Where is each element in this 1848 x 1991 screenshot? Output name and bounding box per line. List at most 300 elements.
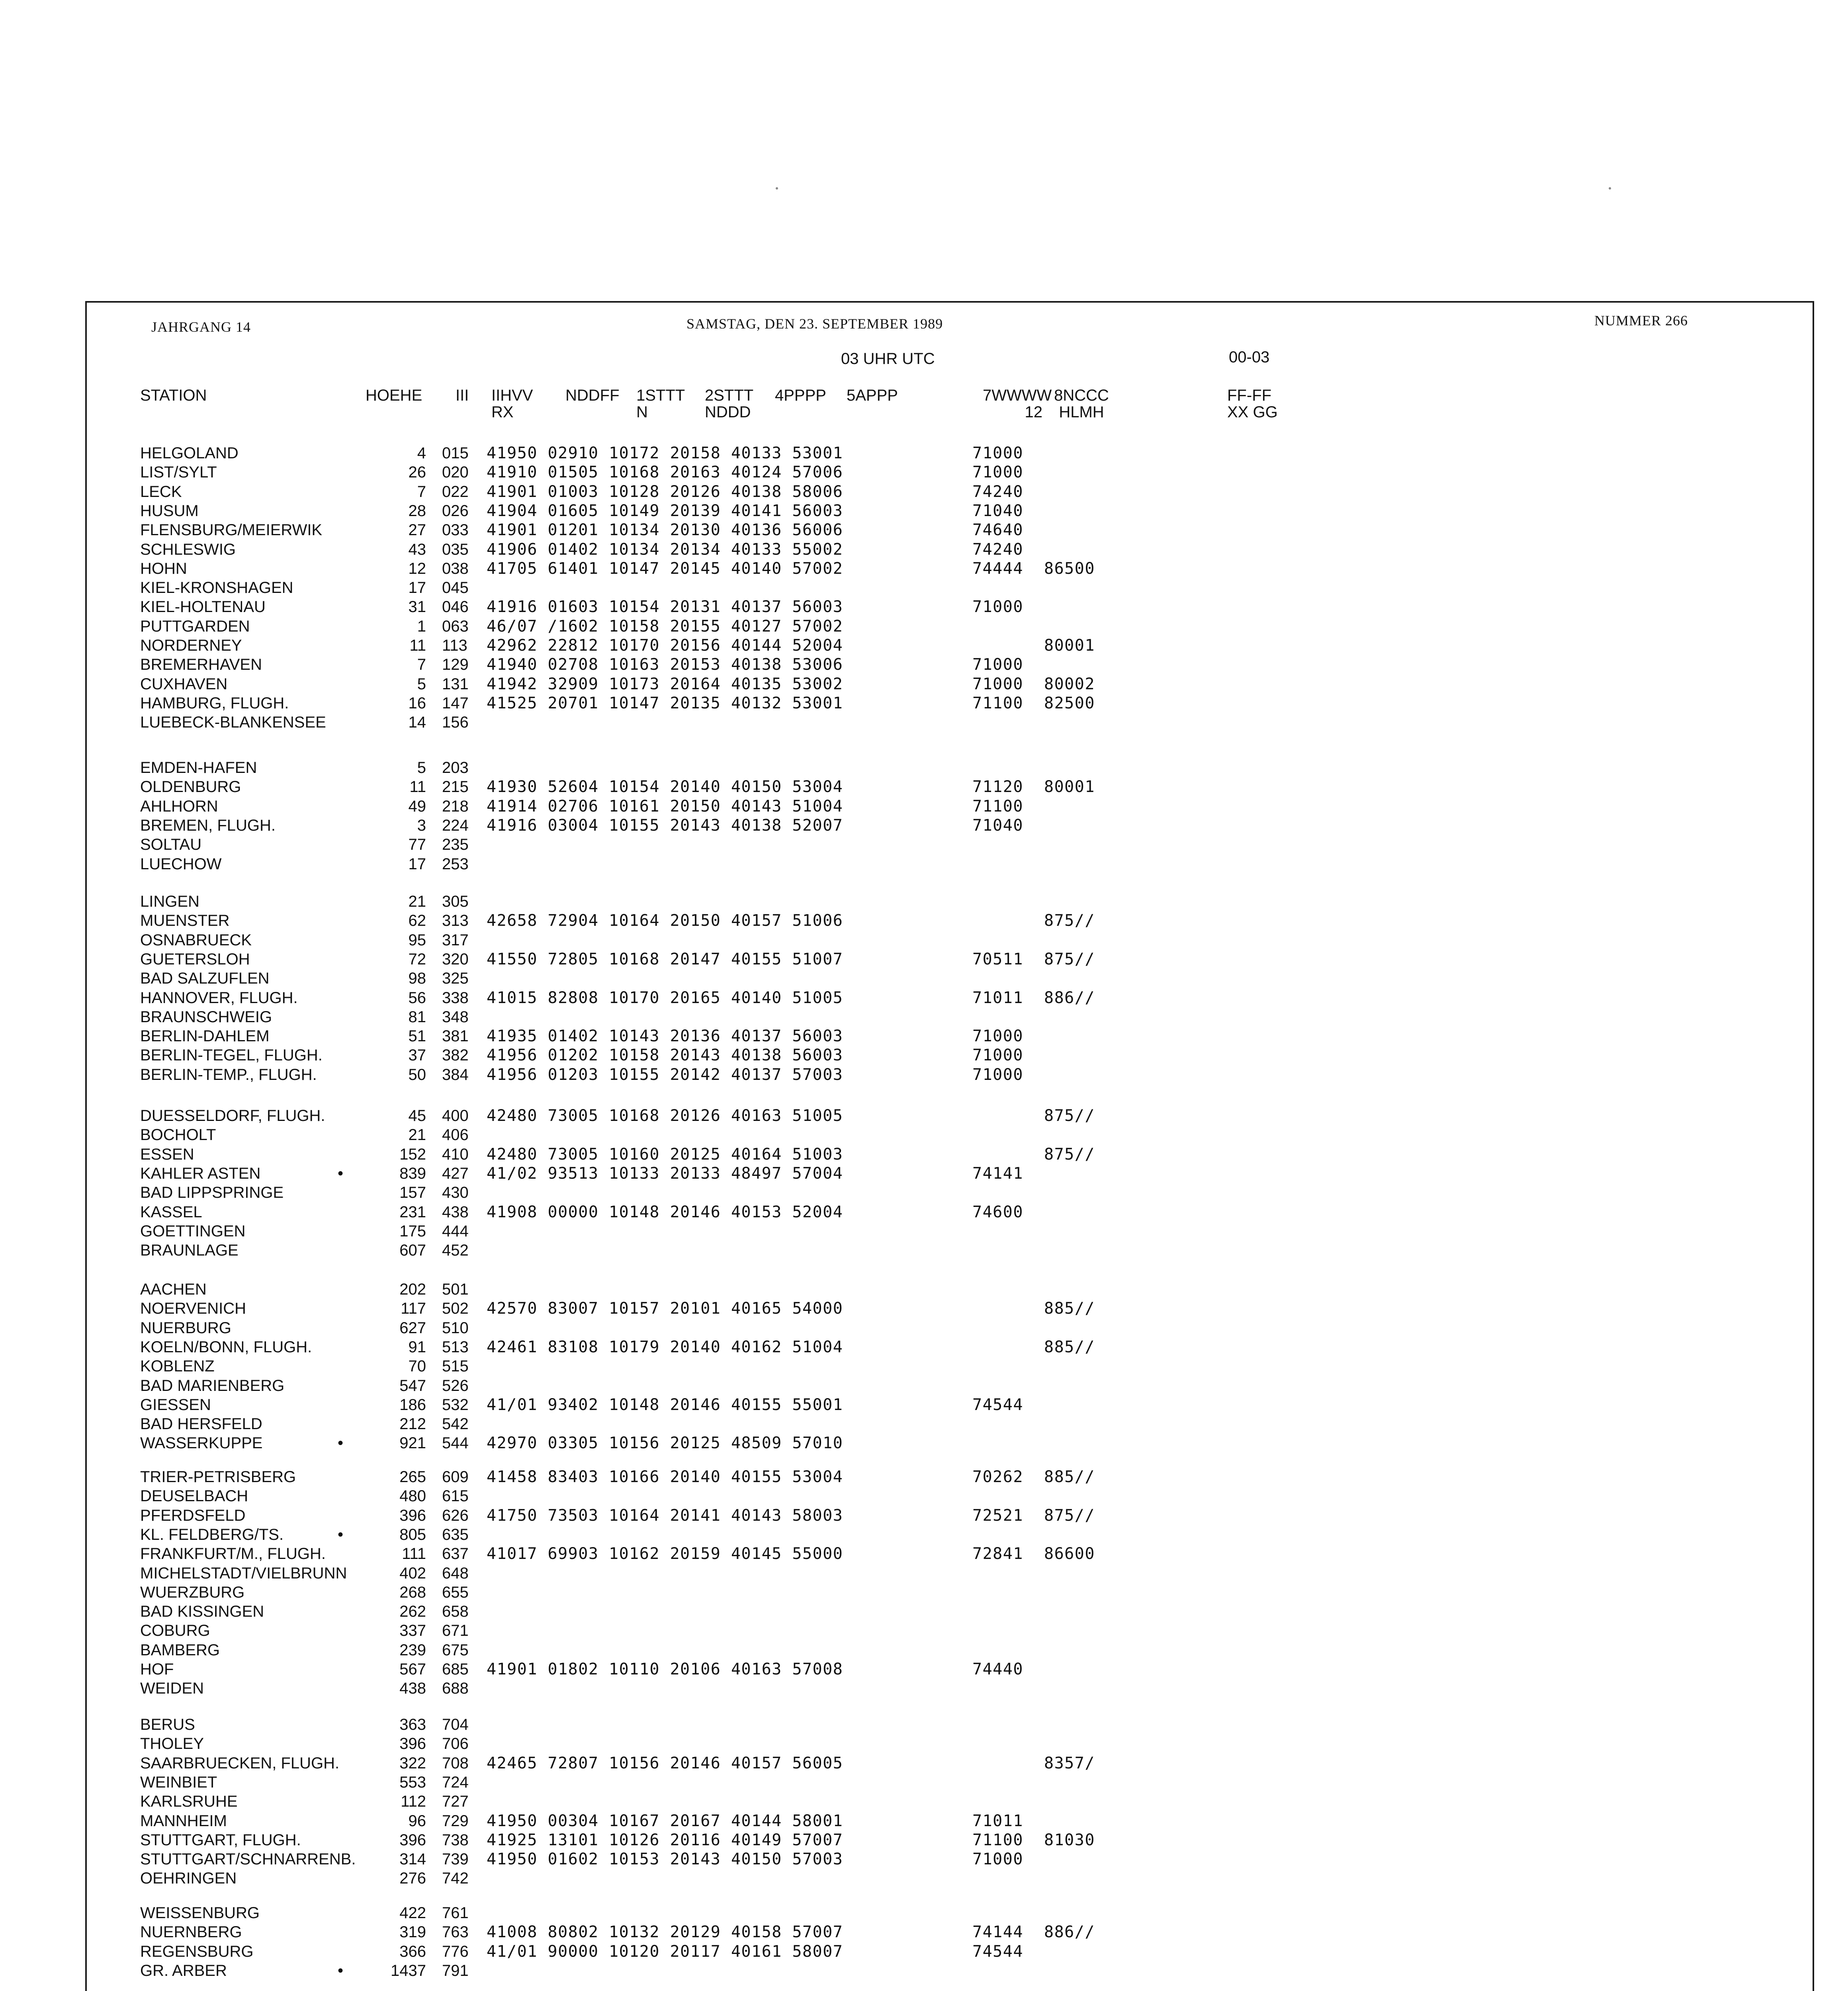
station-name: DEUSELBACH [140, 1487, 248, 1505]
station-height: 1 [417, 618, 426, 635]
group-7wwww: 71000 [972, 444, 1023, 462]
station-name: HOHN [140, 560, 187, 577]
station-index: 510 [442, 1319, 469, 1337]
station-height: 480 [399, 1487, 426, 1505]
group-7wwww: 71000 [972, 1850, 1023, 1868]
group-7wwww: 74144 [972, 1923, 1023, 1941]
station-index: 763 [442, 1923, 469, 1941]
station-index: 317 [442, 931, 469, 949]
station-height: 396 [399, 1735, 426, 1752]
station-height: 396 [399, 1507, 426, 1524]
station-height: 81 [408, 1008, 426, 1026]
mountain-station-marker: • [338, 1526, 344, 1543]
station-index: 313 [442, 912, 469, 929]
synop-groups: 41930 52604 10154 20140 40150 53004 [487, 778, 843, 796]
station-height: 212 [399, 1415, 426, 1433]
group-8nccc: 875// [1044, 1506, 1095, 1525]
scan-speck [776, 187, 778, 190]
station-name: BAD SALZUFLEN [140, 970, 270, 987]
station-index: 147 [442, 694, 469, 712]
station-index: 615 [442, 1487, 469, 1505]
group-7wwww: 71100 [972, 694, 1023, 712]
station-height: 366 [399, 1943, 426, 1960]
station-index: 224 [442, 817, 469, 834]
station-index: 526 [442, 1377, 469, 1394]
station-index: 658 [442, 1603, 469, 1620]
station-height: 56 [408, 989, 426, 1007]
group-7wwww: 74544 [972, 1396, 1023, 1414]
station-name: KARLSRUHE [140, 1793, 238, 1810]
station-name: REGENSBURG [140, 1943, 254, 1960]
station-name: LECK [140, 483, 182, 501]
station-name: COBURG [140, 1622, 210, 1639]
group-8nccc: 886// [1044, 1923, 1095, 1941]
group-8nccc: 80001 [1044, 636, 1095, 655]
station-index: 648 [442, 1565, 469, 1582]
station-height: 49 [408, 798, 426, 815]
synop-groups: 41904 01605 10149 20139 40141 56003 [487, 502, 843, 520]
col-5appp: 5APPP [847, 387, 898, 404]
station-index: 129 [442, 656, 469, 673]
station-index: 738 [442, 1831, 469, 1849]
station-name: EMDEN-HAFEN [140, 759, 257, 776]
station-name: KASSEL [140, 1203, 202, 1221]
synop-groups: 41916 03004 10155 20143 40138 52007 [487, 816, 843, 835]
synop-groups: 41950 00304 10167 20167 40144 58001 [487, 1812, 843, 1830]
station-index: 635 [442, 1526, 469, 1543]
station-height: 45 [408, 1107, 426, 1125]
station-index: 215 [442, 778, 469, 796]
station-index: 045 [442, 579, 469, 597]
synop-groups: 41942 32909 10173 20164 40135 53002 [487, 675, 843, 693]
station-index: 410 [442, 1146, 469, 1163]
period-label: 00-03 [1229, 348, 1270, 366]
station-name: TRIER-PETRISBERG [140, 1468, 296, 1486]
station-height: 50 [408, 1066, 426, 1084]
station-index: 688 [442, 1680, 469, 1697]
group-7wwww: 71120 [972, 778, 1023, 796]
station-name: WEIDEN [140, 1680, 204, 1697]
station-name: BAD LIPPSPRINGE [140, 1184, 284, 1201]
station-height: 186 [399, 1396, 426, 1414]
synop-groups: 41914 02706 10161 20150 40143 51004 [487, 797, 843, 816]
station-height: 438 [399, 1680, 426, 1697]
station-index: 502 [442, 1300, 469, 1317]
synop-groups: 42570 83007 10157 20101 40165 54000 [487, 1299, 843, 1318]
station-name: BERUS [140, 1716, 195, 1733]
synop-groups: 42480 73005 10168 20126 40163 51005 [487, 1107, 843, 1125]
station-index: 675 [442, 1641, 469, 1659]
station-name: KOBLENZ [140, 1357, 215, 1375]
station-name: CUXHAVEN [140, 675, 228, 693]
synop-groups: 41750 73503 10164 20141 40143 58003 [487, 1506, 843, 1525]
station-height: 17 [408, 855, 426, 873]
group-7wwww: 74440 [972, 1660, 1023, 1678]
group-8nccc: 875// [1044, 911, 1095, 930]
synop-groups: 46/07 /1602 10158 20155 40127 57002 [487, 617, 843, 636]
station-name: KL. FELDBERG/TS. [140, 1526, 284, 1543]
station-height: 921 [399, 1434, 426, 1452]
group-8nccc: 82500 [1044, 694, 1095, 712]
station-name: FLENSBURG/MEIERWIK [140, 521, 323, 539]
station-name: BERLIN-DAHLEM [140, 1027, 270, 1045]
group-7wwww: 71000 [972, 463, 1023, 481]
station-height: 16 [408, 694, 426, 712]
station-height: 1437 [391, 1962, 426, 1979]
col-station: STATION [140, 387, 207, 404]
mountain-station-marker: • [338, 1165, 344, 1182]
station-height: 26 [408, 464, 426, 481]
synop-groups: 41/01 93402 10148 20146 40155 55001 [487, 1396, 843, 1414]
station-name: LUEBECK-BLANKENSEE [140, 714, 326, 731]
station-name: HAMBURG, FLUGH. [140, 694, 289, 712]
group-7wwww: 70511 [972, 950, 1023, 968]
col-8nccc: 8NCCC HLMH [1054, 387, 1109, 421]
station-index: 033 [442, 521, 469, 539]
station-index: 156 [442, 714, 469, 731]
station-height: 96 [408, 1812, 426, 1830]
group-7wwww: 72521 [972, 1506, 1023, 1525]
station-name: HUSUM [140, 502, 199, 520]
station-index: 348 [442, 1008, 469, 1026]
station-name: MANNHEIM [140, 1812, 227, 1830]
station-height: 21 [408, 1126, 426, 1144]
station-name: HOF [140, 1660, 174, 1678]
synop-groups: 42480 73005 10160 20125 40164 51003 [487, 1145, 843, 1164]
station-height: 627 [399, 1319, 426, 1337]
station-name: BERLIN-TEMP., FLUGH. [140, 1066, 317, 1084]
station-height: 337 [399, 1622, 426, 1639]
col-1sttt: 1STTT N [636, 387, 685, 421]
station-index: 131 [442, 675, 469, 693]
station-index: 739 [442, 1850, 469, 1868]
station-height: 276 [399, 1870, 426, 1887]
station-name: BOCHOLT [140, 1126, 216, 1144]
issue-number: NUMMER 266 [1594, 313, 1688, 329]
station-height: 11 [409, 637, 426, 654]
synop-groups: 42962 22812 10170 20156 40144 52004 [487, 636, 843, 655]
synop-groups: 42461 83108 10179 20140 40162 51004 [487, 1338, 843, 1356]
station-name: NUERNBERG [140, 1923, 242, 1941]
station-name: PFERDSFELD [140, 1507, 246, 1524]
group-7wwww: 71000 [972, 1046, 1023, 1064]
station-height: 567 [399, 1660, 426, 1678]
station-height: 839 [399, 1165, 426, 1182]
synop-groups: 41908 00000 10148 20146 40153 52004 [487, 1203, 843, 1221]
group-8nccc: 885// [1044, 1299, 1095, 1318]
report-frame [85, 301, 1814, 1991]
station-index: 727 [442, 1793, 469, 1810]
station-height: 314 [399, 1850, 426, 1868]
station-index: 325 [442, 970, 469, 987]
station-index: 063 [442, 618, 469, 635]
mountain-station-marker: • [338, 1962, 344, 1979]
observation-time: 03 UHR UTC [841, 350, 935, 368]
synop-groups: 41906 01402 10134 20134 40133 55002 [487, 540, 843, 559]
group-7wwww: 71000 [972, 1027, 1023, 1045]
station-index: 513 [442, 1338, 469, 1356]
group-8nccc: 86500 [1044, 559, 1095, 578]
station-index: 384 [442, 1066, 469, 1084]
group-8nccc: 885// [1044, 1338, 1095, 1356]
col-nddff: NDDFF [565, 387, 620, 404]
station-height: 202 [399, 1281, 426, 1298]
station-height: 5 [417, 675, 426, 693]
station-index: 253 [442, 855, 469, 873]
station-name: LUECHOW [140, 855, 222, 873]
station-index: 724 [442, 1774, 469, 1791]
station-index: 706 [442, 1735, 469, 1752]
synop-groups: 41935 01402 10143 20136 40137 56003 [487, 1027, 843, 1045]
station-name: OSNABRUECK [140, 931, 252, 949]
station-name: STUTTGART, FLUGH. [140, 1831, 301, 1849]
station-height: 17 [408, 579, 426, 597]
scan-speck [1609, 187, 1611, 190]
station-name: SCHLESWIG [140, 541, 236, 558]
station-name: LIST/SYLT [140, 464, 217, 481]
station-height: 157 [399, 1184, 426, 1201]
station-height: 231 [399, 1203, 426, 1221]
station-height: 72 [408, 951, 426, 968]
station-name: WEINBIET [140, 1774, 217, 1791]
station-index: 708 [442, 1754, 469, 1772]
station-index: 671 [442, 1622, 469, 1639]
group-7wwww: 71011 [972, 1812, 1023, 1830]
station-height: 14 [408, 714, 426, 731]
station-name: BREMERHAVEN [140, 656, 262, 673]
station-index: 305 [442, 893, 469, 910]
col-iihvv: IIHVV RX [491, 387, 533, 421]
station-name: KIEL-HOLTENAU [140, 598, 266, 616]
station-name: THOLEY [140, 1735, 204, 1752]
station-name: HELGOLAND [140, 444, 239, 462]
station-height: 91 [408, 1338, 426, 1356]
group-8nccc: 81030 [1044, 1831, 1095, 1849]
station-height: 51 [408, 1027, 426, 1045]
synop-groups: 42970 03305 10156 20125 48509 57010 [487, 1434, 843, 1452]
station-height: 322 [399, 1754, 426, 1772]
group-7wwww: 74444 [972, 559, 1023, 578]
col-2sttt: 2STTT NDDD [705, 387, 754, 421]
synop-groups: 41525 20701 10147 20135 40132 53001 [487, 694, 843, 712]
station-index: 382 [442, 1046, 469, 1064]
station-height: 98 [408, 970, 426, 987]
station-index: 655 [442, 1584, 469, 1601]
station-height: 7 [417, 483, 426, 501]
station-index: 020 [442, 464, 469, 481]
station-height: 268 [399, 1584, 426, 1601]
synop-groups: 41940 02708 10163 20153 40138 53006 [487, 655, 843, 674]
station-name: SOLTAU [140, 836, 202, 853]
mountain-station-marker: • [338, 1434, 344, 1452]
station-name: GOETTINGEN [140, 1222, 246, 1240]
station-index: 038 [442, 560, 469, 577]
synop-groups: 42465 72807 10156 20146 40157 56005 [487, 1754, 843, 1772]
synop-groups: 42658 72904 10164 20150 40157 51006 [487, 911, 843, 930]
group-8nccc: 80002 [1044, 675, 1095, 693]
station-index: 515 [442, 1357, 469, 1375]
station-name: NORDERNEY [140, 637, 242, 654]
station-name: HANNOVER, FLUGH. [140, 989, 298, 1007]
station-name: WUERZBURG [140, 1584, 245, 1601]
station-height: 396 [399, 1831, 426, 1849]
station-height: 363 [399, 1716, 426, 1733]
station-index: 609 [442, 1468, 469, 1486]
station-index: 501 [442, 1281, 469, 1298]
synop-groups: 41015 82808 10170 20165 40140 51005 [487, 989, 843, 1007]
synop-groups: 41550 72805 10168 20147 40155 51007 [487, 950, 843, 968]
volume-label: JAHRGANG 14 [151, 319, 251, 335]
group-7wwww: 71011 [972, 989, 1023, 1007]
station-name: OEHRINGEN [140, 1870, 237, 1887]
station-height: 175 [399, 1222, 426, 1240]
station-name: BAD HERSFELD [140, 1415, 262, 1433]
station-name: DUESSELDORF, FLUGH. [140, 1107, 325, 1125]
col-4pppp: 4PPPP [775, 387, 826, 404]
station-height: 607 [399, 1242, 426, 1259]
group-8nccc: 875// [1044, 1145, 1095, 1164]
station-index: 532 [442, 1396, 469, 1414]
synop-groups: 41950 02910 10172 20158 40133 53001 [487, 444, 843, 462]
station-index: 626 [442, 1507, 469, 1524]
synop-groups: 41901 01003 10128 20126 40138 58006 [487, 483, 843, 501]
station-name: BAD KISSINGEN [140, 1603, 264, 1620]
group-7wwww: 70262 [972, 1468, 1023, 1486]
group-8nccc: 885// [1044, 1468, 1095, 1486]
station-height: 70 [408, 1357, 426, 1375]
station-height: 265 [399, 1468, 426, 1486]
station-name: BAMBERG [140, 1641, 220, 1659]
group-7wwww: 74240 [972, 483, 1023, 501]
group-7wwww: 71100 [972, 797, 1023, 816]
station-index: 203 [442, 759, 469, 776]
station-height: 62 [408, 912, 426, 929]
station-height: 28 [408, 502, 426, 520]
station-height: 111 [402, 1545, 426, 1563]
station-height: 239 [399, 1641, 426, 1659]
group-7wwww: 71000 [972, 1066, 1023, 1084]
group-7wwww: 71000 [972, 675, 1023, 693]
group-8nccc: 886// [1044, 989, 1095, 1007]
station-index: 761 [442, 1904, 469, 1922]
station-height: 262 [399, 1603, 426, 1620]
station-index: 544 [442, 1434, 469, 1452]
station-name: NOERVENICH [140, 1300, 246, 1317]
station-index: 015 [442, 444, 469, 462]
group-8nccc: 875// [1044, 1107, 1095, 1125]
station-name: BRAUNSCHWEIG [140, 1008, 272, 1026]
report-date: SAMSTAG, DEN 23. SEPTEMBER 1989 [686, 316, 943, 332]
synop-groups: 41/02 93513 10133 20133 48497 57004 [487, 1164, 843, 1183]
station-name: KOELN/BONN, FLUGH. [140, 1338, 312, 1356]
station-index: 776 [442, 1943, 469, 1960]
station-name: BRAUNLAGE [140, 1242, 239, 1259]
station-height: 27 [408, 521, 426, 539]
station-height: 422 [399, 1904, 426, 1922]
group-7wwww: 71000 [972, 655, 1023, 674]
group-8nccc: 875// [1044, 950, 1095, 968]
group-7wwww: 72841 [972, 1545, 1023, 1563]
group-7wwww: 74141 [972, 1164, 1023, 1183]
station-height: 3 [417, 817, 426, 834]
station-height: 21 [408, 893, 426, 910]
station-height: 31 [408, 598, 426, 616]
station-name: SAARBRUECKEN, FLUGH. [140, 1754, 340, 1772]
group-8nccc: 80001 [1044, 778, 1095, 796]
synop-groups: 41017 69903 10162 20159 40145 55000 [487, 1545, 843, 1563]
station-height: 553 [399, 1774, 426, 1791]
station-height: 11 [409, 778, 426, 796]
station-index: 430 [442, 1184, 469, 1201]
station-name: BREMEN, FLUGH. [140, 817, 276, 834]
group-7wwww: 74640 [972, 521, 1023, 539]
station-index: 444 [442, 1222, 469, 1240]
station-height: 37 [408, 1046, 426, 1064]
station-index: 791 [442, 1962, 469, 1979]
station-name: WASSERKUPPE [140, 1434, 263, 1452]
station-name: MUENSTER [140, 912, 230, 929]
station-height: 43 [408, 541, 426, 558]
group-7wwww: 71100 [972, 1831, 1023, 1849]
group-7wwww: 74544 [972, 1942, 1023, 1961]
synop-groups: 41916 01603 10154 20131 40137 56003 [487, 598, 843, 616]
station-name: LINGEN [140, 893, 199, 910]
station-index: 235 [442, 836, 469, 853]
station-index: 542 [442, 1415, 469, 1433]
synop-groups: 41925 13101 10126 20116 40149 57007 [487, 1831, 843, 1849]
station-height: 117 [401, 1300, 426, 1317]
synop-groups: 41910 01505 10168 20163 40124 57006 [487, 463, 843, 481]
station-height: 152 [399, 1146, 426, 1163]
station-name: KIEL-KRONSHAGEN [140, 579, 293, 597]
synop-groups: 41008 80802 10132 20129 40158 57007 [487, 1923, 843, 1941]
station-index: 046 [442, 598, 469, 616]
station-name: BAD MARIENBERG [140, 1377, 285, 1394]
station-index: 427 [442, 1165, 469, 1182]
col-7wwww: 7WWWW 12 [983, 387, 1052, 421]
station-name: ESSEN [140, 1146, 194, 1163]
station-index: 406 [442, 1126, 469, 1144]
station-height: 95 [408, 931, 426, 949]
station-index: 218 [442, 798, 469, 815]
group-8nccc: 8357/ [1044, 1754, 1095, 1772]
station-index: 338 [442, 989, 469, 1007]
station-height: 12 [408, 560, 426, 577]
station-index: 452 [442, 1242, 469, 1259]
station-height: 805 [399, 1526, 426, 1543]
group-8nccc: 86600 [1044, 1545, 1095, 1563]
station-height: 402 [399, 1565, 426, 1582]
station-index: 685 [442, 1660, 469, 1678]
station-index: 113 [442, 637, 467, 654]
station-height: 547 [399, 1377, 426, 1394]
station-name: NUERBURG [140, 1319, 231, 1337]
col-iii: III [456, 387, 469, 404]
station-index: 320 [442, 951, 469, 968]
group-7wwww: 71040 [972, 816, 1023, 835]
group-7wwww: 71040 [972, 502, 1023, 520]
station-name: FRANKFURT/M., FLUGH. [140, 1545, 326, 1563]
station-index: 704 [442, 1716, 469, 1733]
synop-groups: 41901 01802 10110 20106 40163 57008 [487, 1660, 843, 1678]
station-index: 729 [442, 1812, 469, 1830]
station-name: PUTTGARDEN [140, 618, 250, 635]
station-index: 637 [442, 1545, 469, 1563]
synop-groups: 41901 01201 10134 20130 40136 56006 [487, 521, 843, 539]
station-name: WEISSENBURG [140, 1904, 260, 1922]
station-index: 381 [442, 1027, 469, 1045]
station-height: 7 [417, 656, 426, 673]
